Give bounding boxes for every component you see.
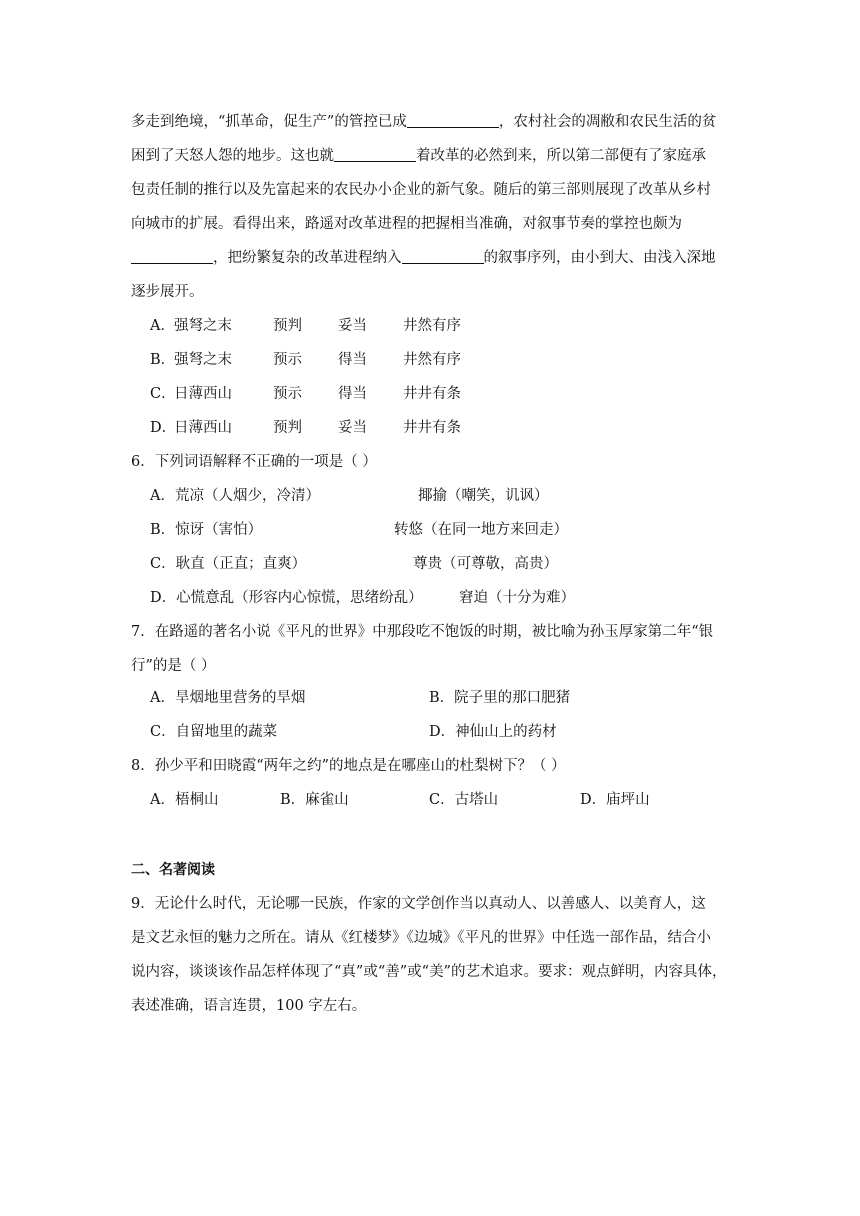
option-left: A．荒凉（人烟少，冷清） xyxy=(150,488,320,504)
option-letter: C． xyxy=(150,386,176,402)
q7-stem-line-1: 7．在路遥的著名小说《平凡的世界》中那段吃不饱饭的时期，被比喻为孙玉厚家第二年“银 xyxy=(131,624,714,640)
answer-blank-4[interactable] xyxy=(402,248,484,264)
section-heading: 二、名著阅读 xyxy=(131,862,215,878)
option-letter: D． xyxy=(150,420,177,436)
q7-option-b[interactable]: B．院子里的那口肥猪 xyxy=(429,690,571,706)
q8-option-d[interactable]: D．庙坪山 xyxy=(580,792,650,808)
answer-blank-2[interactable] xyxy=(334,146,416,162)
passage-text: 包责任制的推行以及先富起来的农民办小企业的新气象。随后的第三部则展现了改革从乡村 xyxy=(131,182,711,198)
option-right: 窘迫（十分为难） xyxy=(459,590,575,606)
option-letter: B． xyxy=(150,352,176,368)
q8-option-c[interactable]: C．古塔山 xyxy=(429,792,499,808)
option-word-1: 日薄西山 xyxy=(174,386,232,402)
option-word-3: 得当 xyxy=(338,386,367,402)
passage-text: 逐步展开。 xyxy=(131,284,204,300)
option-left: D．心慌意乱（形容内心惊慌，思绪纷乱） xyxy=(150,590,423,606)
option-left: C．耿直（正直；直爽） xyxy=(150,556,307,572)
option-word-1: 强弩之末 xyxy=(174,352,232,368)
passage-line-2 xyxy=(131,146,706,166)
option-word-4: 井然有序 xyxy=(403,352,461,368)
q8-option-a[interactable]: A．梧桐山 xyxy=(150,792,219,808)
option-word-4: 井然有序 xyxy=(403,318,461,334)
passage-line-1 xyxy=(131,112,716,132)
option-word-3: 妥当 xyxy=(338,420,367,436)
q9-line-2: 是文艺永恒的魅力之所在。请从《红楼梦》《边城》《平凡的世界》中任选一部作品，结合小 xyxy=(131,930,711,946)
q7-stem-line-2: 行”的是（ ） xyxy=(131,658,216,674)
option-word-3: 妥当 xyxy=(338,318,367,334)
q7-option-a[interactable]: A．旱烟地里营务的旱烟 xyxy=(150,690,306,706)
passage-line-6 xyxy=(131,282,204,302)
q9-line-4: 表述准确，语言连贯，100 字左右。 xyxy=(131,998,367,1014)
option-word-2: 预判 xyxy=(273,318,302,334)
option-word-4: 井井有条 xyxy=(403,420,461,436)
q7-option-d[interactable]: D．神仙山上的药材 xyxy=(429,724,557,740)
option-word-2: 预示 xyxy=(273,386,302,402)
passage-text: 着改革的必然到来，所以第二部便有了家庭承 xyxy=(416,148,706,164)
passage-text: 多走到绝境，“抓革命，促生产”的管控已成 xyxy=(131,114,407,130)
answer-blank-3[interactable] xyxy=(131,248,213,264)
q8-option-b[interactable]: B．麻雀山 xyxy=(280,792,349,808)
q9-line-3: 说内容，谈谈该作品怎样体现了“真”或“善”或“美”的艺术追求。要求：观点鲜明，内容具体， xyxy=(131,964,727,980)
q6-stem: 6．下列词语解释不正确的一项是（ ） xyxy=(131,454,377,470)
answer-blank-1[interactable] xyxy=(407,112,499,128)
passage-text: ，把纷繁复杂的改革进程纳入 xyxy=(213,250,402,266)
passage-line-3 xyxy=(131,180,711,200)
option-word-3: 得当 xyxy=(338,352,367,368)
option-word-1: 日薄西山 xyxy=(174,420,232,436)
passage-line-4 xyxy=(131,214,682,234)
passage-text: 向城市的扩展。看得出来，路遥对改革进程的把握相当准确，对叙事节奏的掌控也颇为 xyxy=(131,216,682,232)
option-word-2: 预判 xyxy=(273,420,302,436)
q7-option-c[interactable]: C．自留地里的蔬菜 xyxy=(150,724,278,740)
passage-text: ，农村社会的凋敝和农民生活的贫 xyxy=(498,114,717,130)
option-right: 揶揄（嘲笑，讥讽） xyxy=(418,488,549,504)
passage-line-5 xyxy=(131,248,716,268)
option-right: 转悠（在同一地方来回走） xyxy=(394,522,568,538)
passage-text: 的叙事序列，由小到大、由浅入深地 xyxy=(483,250,716,266)
option-word-1: 强弩之末 xyxy=(174,318,232,334)
option-word-4: 井井有条 xyxy=(403,386,461,402)
passage-text: 困到了天怒人怨的地步。这也就 xyxy=(131,148,334,164)
option-word-2: 预示 xyxy=(273,352,302,368)
q9-line-1: 9．无论什么时代，无论哪一民族，作家的文学创作当以真动人、以善感人、以美育人，这 xyxy=(131,896,706,912)
option-letter: A． xyxy=(150,318,175,334)
option-right: 尊贵（可尊敬，高贵） xyxy=(413,556,558,572)
q8-stem: 8．孙少平和田晓霞“两年之约”的地点是在哪座山的杜梨树下？（ ） xyxy=(131,758,566,774)
option-left: B．惊讶（害怕） xyxy=(150,522,263,538)
